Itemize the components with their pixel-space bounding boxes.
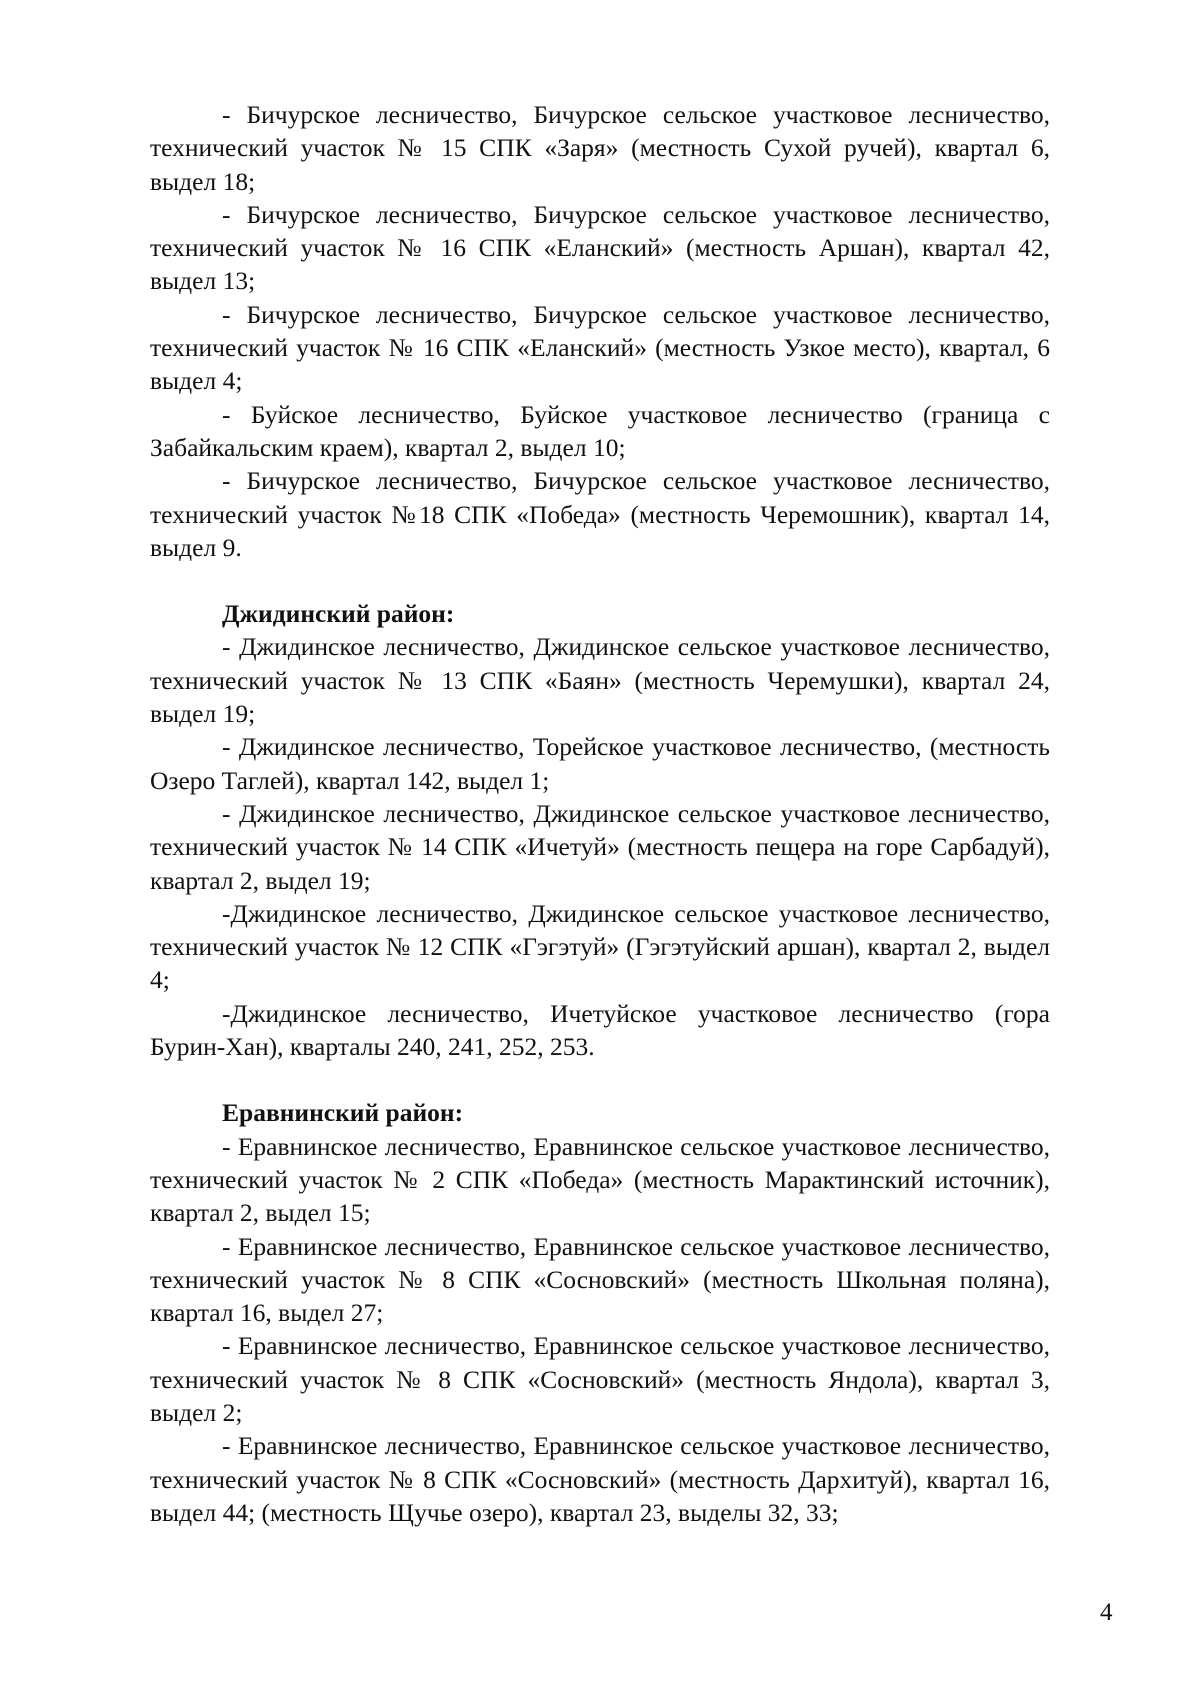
- section-heading: Джидинский район:: [222, 599, 455, 629]
- list-item: - Джидинское лесничество, Джидинское сельское участковое лесничество, технический участок № 13 СПК «Баян» (местность Черемушки), квартал 24, выдел 19;: [150, 632, 1050, 729]
- section-heading: Еравнинский район:: [222, 1098, 464, 1128]
- list-item: - Буйское лесничество, Буйское участковое лесничество (граница с Забайкальским краем), квартал 2, выдел 10;: [150, 399, 1050, 462]
- list-item: - Джидинское лесничество, Торейское участковое лесничество, (местность Озеро Таглей), квартал 142, выдел 1;: [150, 732, 1050, 795]
- list-item: - Еравнинское лесничество, Еравнинское сельское участковое лесничество, технический участок № 2 СПК «Победа» (местность Марактинский источник), квартал 2, выдел 15;: [150, 1131, 1050, 1228]
- list-item: - Еравнинское лесничество, Еравнинское сельское участковое лесничество, технический участок № 8 СПК «Сосновский» (местность Дархитуй), квартал 16, выдел 44; (местность Щучье озеро), квартал 23, выделы 32, 33;: [150, 1431, 1050, 1527]
- section-bichura: [150, 98, 1050, 564]
- section-gap: [150, 564, 1050, 597]
- page-number: 4: [1100, 1599, 1113, 1626]
- list-item: -Джидинское лесничество, Джидинское сельское участковое лесничество, технический участок № 12 СПК «Гэгэтуй» (Гэгэтуйский аршан), квартал 2, выдел 4;: [150, 898, 1050, 995]
- section-eravna: [150, 1096, 1050, 1529]
- list-item: - Бичурское лесничество, Бичурское сельское участковое лесничество, технический участок № 16 СПК «Еланский» (местность Узкое место), квартал, 6 выдел 4;: [150, 299, 1050, 396]
- section-gap: [150, 1063, 1050, 1096]
- list-item: -Джидинское лесничество, Ичетуйское участковое лесничество (гора Бурин-Хан), кварталы 240, 241, 252, 253.: [150, 998, 1050, 1062]
- list-item: - Бичурское лесничество, Бичурское сельское участковое лесничество, технический участок №18 СПК «Победа» (местность Черемошник), квартал 14, выдел 9.: [150, 466, 1050, 562]
- document-body: [150, 98, 1050, 1529]
- list-item: - Бичурское лесничество, Бичурское сельское участковое лесничество, технический участок № 15 СПК «Заря» (местность Сухой ручей), квартал 6, выдел 18;: [150, 100, 1050, 196]
- list-item: - Еравнинское лесничество, Еравнинское сельское участковое лесничество, технический участок № 8 СПК «Сосновский» (местность Яндола), квартал 3, выдел 2;: [150, 1331, 1050, 1427]
- list-item: - Еравнинское лесничество, Еравнинское сельское участковое лесничество, технический участок № 8 СПК «Сосновский» (местность Школьная поляна), квартал 16, выдел 27;: [150, 1231, 1050, 1328]
- list-item: - Бичурское лесничество, Бичурское сельское участковое лесничество, технический участок № 16 СПК «Еланский» (местность Аршан), квартал 42, выдел 13;: [150, 199, 1050, 296]
- list-item: - Джидинское лесничество, Джидинское сельское участковое лесничество, технический участок № 14 СПК «Ичетуй» (местность пещера на горе Сарбадуй), квартал 2, выдел 19;: [150, 798, 1050, 895]
- section-dzhida: [150, 597, 1050, 1063]
